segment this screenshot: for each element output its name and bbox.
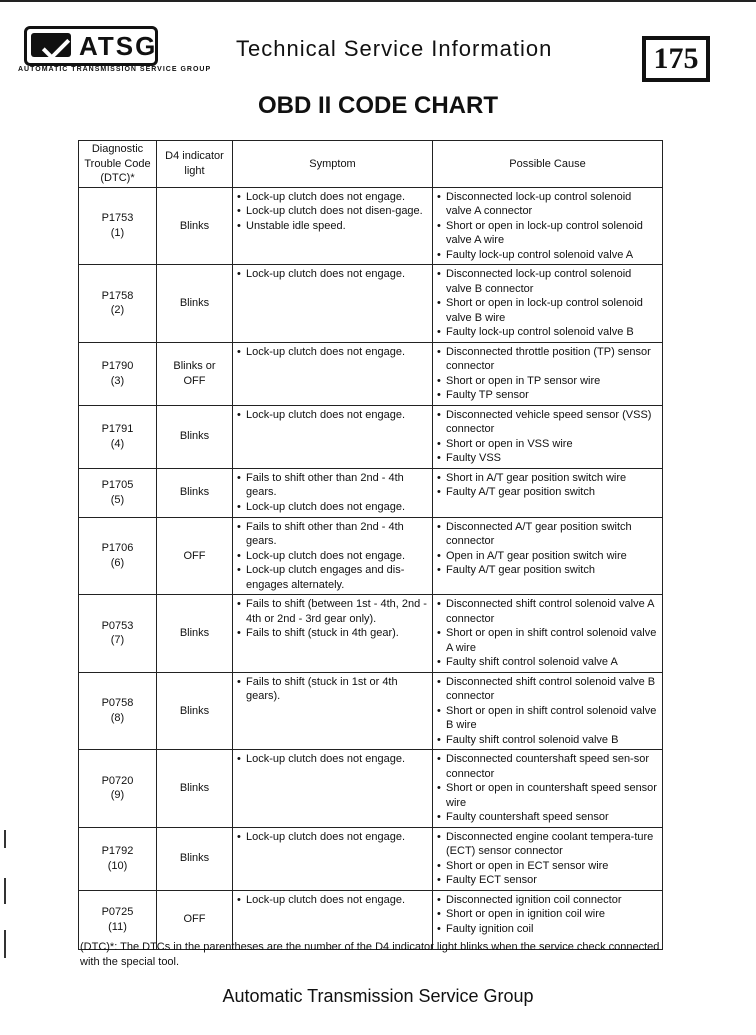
table-row — [79, 405, 663, 468]
cause-item: • Short or open in shift control solenoid valve B wire — [437, 704, 658, 733]
dtc-code: P1753 — [101, 212, 134, 225]
symptom-cell — [233, 750, 433, 828]
dtc-cell — [79, 468, 157, 517]
dtc-code: P0720 — [101, 774, 134, 787]
symptom-item: • Lock-up clutch does not engage. — [237, 408, 428, 423]
footnote: (DTC)*: The DTCs in the parentheses are the number of the D4 indicator light blinks when the service check connected with the special tool. — [80, 941, 660, 968]
cause-list — [437, 190, 658, 263]
cause-item: • Faulty countershaft speed sensor — [437, 810, 658, 825]
cause-item: • Disconnected lock-up control solenoid valve A connector — [437, 190, 658, 219]
dtc-code: P0758 — [101, 697, 134, 710]
obd-code-table — [78, 140, 663, 950]
symptom-item: • Lock-up clutch engages and dis-engages alternately. — [237, 563, 428, 592]
symptom-item: • Lock-up clutch does not engage. — [237, 752, 428, 767]
symptom-item: • Lock-up clutch does not disen-gage. — [237, 204, 428, 219]
symptom-list — [237, 471, 428, 515]
header-indicator: D4 indicator light — [157, 141, 233, 188]
symptom-cell — [233, 517, 433, 595]
indicator-cell: Blinks — [157, 827, 233, 890]
symptom-cell — [233, 405, 433, 468]
cause-item: • Faulty lock-up control solenoid valve A — [437, 248, 658, 263]
dtc-cell — [79, 342, 157, 405]
cause-item: • Short or open in VSS wire — [437, 437, 658, 452]
dtc-cell — [79, 595, 157, 673]
top-rule — [0, 0, 756, 2]
dtc-blink-count: (3) — [110, 374, 125, 387]
cause-item: • Faulty shift control solenoid valve A — [437, 655, 658, 670]
header-dtc: Diagnostic Trouble Code (DTC)* — [79, 141, 157, 188]
table-row — [79, 750, 663, 828]
dtc-blink-count: (6) — [110, 556, 125, 569]
table-row — [79, 187, 663, 265]
dtc-code: P0753 — [101, 619, 134, 632]
symptom-item: • Lock-up clutch does not engage. — [237, 190, 428, 205]
dtc-blink-count: (8) — [110, 711, 125, 724]
dtc-code: P1758 — [101, 289, 134, 302]
indicator-cell: Blinks — [157, 750, 233, 828]
cause-list — [437, 408, 658, 466]
indicator-cell: OFF — [157, 890, 233, 949]
table-row — [79, 517, 663, 595]
cause-item: • Disconnected lock-up control solenoid valve B connector — [437, 267, 658, 296]
symptom-list — [237, 267, 428, 282]
dtc-cell — [79, 672, 157, 750]
table-body — [79, 187, 663, 949]
cause-cell — [433, 342, 663, 405]
checkmark-icon — [31, 33, 71, 57]
logo-frame — [24, 26, 158, 66]
cause-item: • Faulty lock-up control solenoid valve B — [437, 325, 658, 340]
cause-list — [437, 830, 658, 888]
cause-list — [437, 893, 658, 937]
cause-cell — [433, 405, 663, 468]
dtc-cell — [79, 827, 157, 890]
symptom-cell — [233, 187, 433, 265]
cause-item: • Short or open in TP sensor wire — [437, 374, 658, 389]
cause-item: • Disconnected shift control solenoid valve B connector — [437, 675, 658, 704]
cause-item: • Faulty TP sensor — [437, 388, 658, 403]
header-title: Technical Service Information — [236, 36, 553, 61]
symptom-list — [237, 408, 428, 423]
symptom-list — [237, 752, 428, 767]
cause-item: • Short or open in shift control solenoid valve A wire — [437, 626, 658, 655]
symptom-list — [237, 597, 428, 641]
cause-item: • Disconnected engine coolant tempera-ture (ECT) sensor connector — [437, 830, 658, 859]
cause-item: • Disconnected ignition coil connector — [437, 893, 658, 908]
symptom-item: • Fails to shift (stuck in 1st or 4th gears). — [237, 675, 428, 704]
logo-text: ATSG — [79, 31, 158, 61]
dtc-cell — [79, 517, 157, 595]
indicator-cell: Blinks — [157, 187, 233, 265]
cause-cell — [433, 672, 663, 750]
cause-list — [437, 520, 658, 578]
dtc-code: P1791 — [101, 423, 134, 435]
dtc-cell — [79, 265, 157, 343]
header-cause: Possible Cause — [433, 141, 663, 188]
margin-mark — [4, 830, 6, 848]
dtc-blink-count: (2) — [110, 304, 125, 317]
cause-item: • Disconnected vehicle speed sensor (VSS) connector — [437, 408, 658, 437]
cause-list — [437, 267, 658, 340]
dtc-blink-count: (11) — [108, 920, 127, 933]
symptom-item: • Unstable idle speed. — [237, 219, 428, 234]
indicator-cell: Blinks — [157, 405, 233, 468]
cause-item: • Faulty shift control solenoid valve B — [437, 733, 658, 748]
symptom-item: • Lock-up clutch does not engage. — [237, 830, 428, 845]
symptom-list — [237, 345, 428, 360]
symptom-list — [237, 830, 428, 845]
cause-cell — [433, 265, 663, 343]
cause-cell — [433, 595, 663, 673]
table-header-row — [79, 141, 663, 188]
symptom-list — [237, 190, 428, 234]
symptom-list — [237, 893, 428, 908]
cause-item: • Faulty A/T gear position switch — [437, 485, 658, 500]
cause-item: • Disconnected shift control solenoid valve A connector — [437, 597, 658, 626]
symptom-item: • Lock-up clutch does not engage. — [237, 345, 428, 360]
indicator-cell: Blinks — [157, 265, 233, 343]
cause-item: • Faulty ECT sensor — [437, 873, 658, 888]
dtc-blink-count: (9) — [110, 789, 125, 802]
margin-mark — [4, 930, 6, 958]
symptom-list — [237, 675, 428, 704]
indicator-cell: Blinks — [157, 468, 233, 517]
symptom-list — [237, 520, 428, 593]
cause-list — [437, 597, 658, 670]
dtc-blink-count: (4) — [110, 437, 125, 450]
dtc-blink-count: (1) — [110, 226, 125, 239]
cause-item: • Faulty VSS — [437, 451, 658, 466]
symptom-cell — [233, 595, 433, 673]
dtc-blink-count: (10) — [107, 859, 128, 872]
dtc-cell — [79, 187, 157, 265]
cause-list — [437, 675, 658, 748]
table-row — [79, 595, 663, 673]
table-row — [79, 468, 663, 517]
cause-cell — [433, 187, 663, 265]
dtc-blink-count: (7) — [110, 634, 125, 647]
footer-text: Automatic Transmission Service Group — [222, 986, 534, 1006]
page-number: 175 — [642, 36, 710, 82]
table-row — [79, 342, 663, 405]
symptom-item: • Fails to shift other than 2nd - 4th gears. — [237, 471, 428, 500]
cause-item: • Faulty ignition coil — [437, 922, 658, 937]
cause-list — [437, 345, 658, 403]
header-symptom: Symptom — [233, 141, 433, 188]
cause-item: • Short or open in lock-up control solenoid valve B wire — [437, 296, 658, 325]
cause-item: • Disconnected countershaft speed sen-sor connector — [437, 752, 658, 781]
cause-list — [437, 471, 658, 500]
symptom-item: • Fails to shift (stuck in 4th gear). — [237, 626, 428, 641]
cause-item: • Disconnected A/T gear position switch connector — [437, 520, 658, 549]
symptom-cell — [233, 468, 433, 517]
logo-arc-text: AUTOMATIC TRANSMISSION SERVICE GROUP — [18, 66, 212, 73]
margin-mark — [4, 878, 6, 904]
dtc-cell — [79, 405, 157, 468]
cause-item: • Open in A/T gear position switch wire — [437, 549, 658, 564]
cause-cell — [433, 468, 663, 517]
dtc-cell — [79, 750, 157, 828]
cause-cell — [433, 827, 663, 890]
dtc-code: P0725 — [101, 906, 134, 918]
dtc-code: P1792 — [101, 845, 134, 857]
table-row — [79, 672, 663, 750]
cause-item: • Faulty A/T gear position switch — [437, 563, 658, 578]
table-row — [79, 265, 663, 343]
symptom-item: • Lock-up clutch does not engage. — [237, 549, 428, 564]
cause-item: • Short or open in countershaft speed sensor wire — [437, 781, 658, 810]
dtc-blink-count: (5) — [110, 493, 125, 506]
cause-item: • Short in A/T gear position switch wire — [437, 471, 658, 486]
symptom-cell — [233, 672, 433, 750]
symptom-item: • Fails to shift other than 2nd - 4th gears. — [237, 520, 428, 549]
dtc-code: P1790 — [101, 360, 134, 372]
symptom-cell — [233, 827, 433, 890]
symptom-cell — [233, 342, 433, 405]
dtc-code: P1705 — [101, 479, 134, 491]
indicator-cell: Blinks or OFF — [157, 342, 233, 405]
symptom-item: • Lock-up clutch does not engage. — [237, 893, 428, 908]
cause-item: • Short or open in ignition coil wire — [437, 907, 658, 922]
symptom-item: • Lock-up clutch does not engage. — [237, 500, 428, 515]
indicator-cell: OFF — [157, 517, 233, 595]
cause-item: • Short or open in lock-up control solenoid valve A wire — [437, 219, 658, 248]
cause-item: • Disconnected throttle position (TP) sensor connector — [437, 345, 658, 374]
cause-list — [437, 752, 658, 825]
atsg-logo — [18, 22, 212, 84]
symptom-item: • Lock-up clutch does not engage. — [237, 267, 428, 282]
symptom-item: • Fails to shift (between 1st - 4th, 2nd - 4th or 2nd - 3rd gear only). — [237, 597, 428, 626]
table-row — [79, 827, 663, 890]
cause-cell — [433, 750, 663, 828]
indicator-cell: Blinks — [157, 595, 233, 673]
cause-item: • Short or open in ECT sensor wire — [437, 859, 658, 874]
dtc-code: P1706 — [101, 542, 134, 555]
cause-cell — [433, 517, 663, 595]
indicator-cell: Blinks — [157, 672, 233, 750]
doc-title: OBD II CODE CHART — [258, 92, 498, 119]
symptom-cell — [233, 265, 433, 343]
